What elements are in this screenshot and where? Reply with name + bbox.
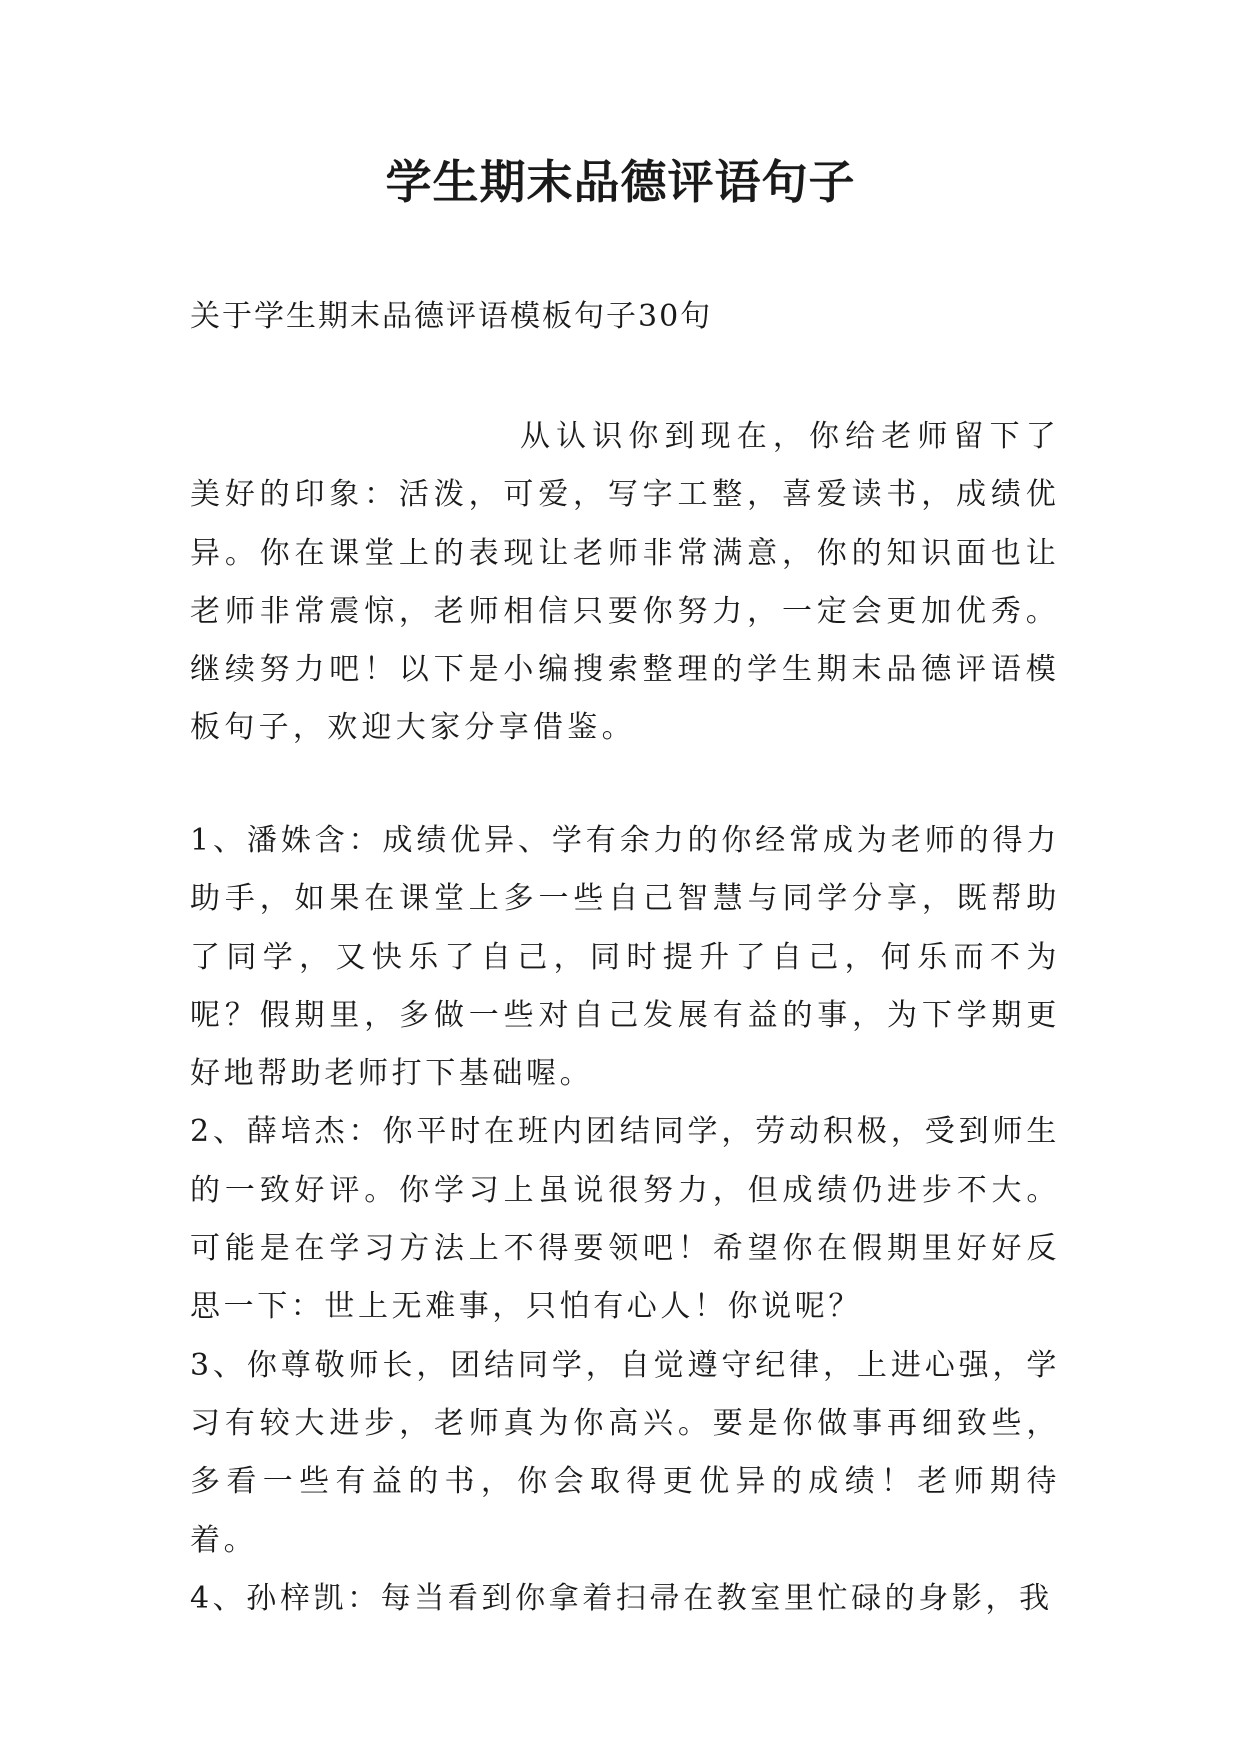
comment-item-1: 1、潘姝含：成绩优异、学有余力的你经常成为老师的得力助手，如果在课堂上多一些自己智慧与同学分享，既帮助了同学，又快乐了自己，同时提升了自己，何乐而不为呢？假期里，多做一些对自己发展有益的事，为下学期更好地帮助老师打下基础喔。 bbox=[190, 823, 1060, 1092]
comment-item-2: 2、薛培杰：你平时在班内团结同学，劳动积极，受到师生的一致好评。你学习上虽说很努力，但成绩仍进步不大。可能是在学习方法上不得要领吧！希望你在假期里好好反思一下：世上无难事，只怕有心人！你说呢？ bbox=[190, 1114, 1060, 1325]
comment-list bbox=[190, 812, 1060, 1628]
document-title: 学生期末品德评语句子 bbox=[385, 155, 856, 209]
document-subtitle: 关于学生期末品德评语模板句子30句 bbox=[190, 299, 713, 334]
intro-paragraph: 从认识你到现在，你给老师留下了美好的印象：活泼，可爱，写字工整，喜爱读书，成绩优异。你在课堂上的表现让老师非常满意，你的知识面也让老师非常震惊，老师相信只要你努力，一定会更加优秀。继续努力吧！以下是小编搜索整理的学生期末品德评语模板句子，欢迎大家分享借鉴。 bbox=[190, 419, 1060, 746]
comment-item-3: 3、你尊敬师长，团结同学，自觉遵守纪律，上进心强，学习有较大进步，老师真为你高兴。要是你做事再细致些，多看一些有益的书，你会取得更优异的成绩！老师期待着。 bbox=[190, 1347, 1060, 1558]
comment-item-4: 4、孙梓凯：每当看到你拿着扫帚在教室里忙碌的身影，我 bbox=[190, 1580, 1053, 1616]
